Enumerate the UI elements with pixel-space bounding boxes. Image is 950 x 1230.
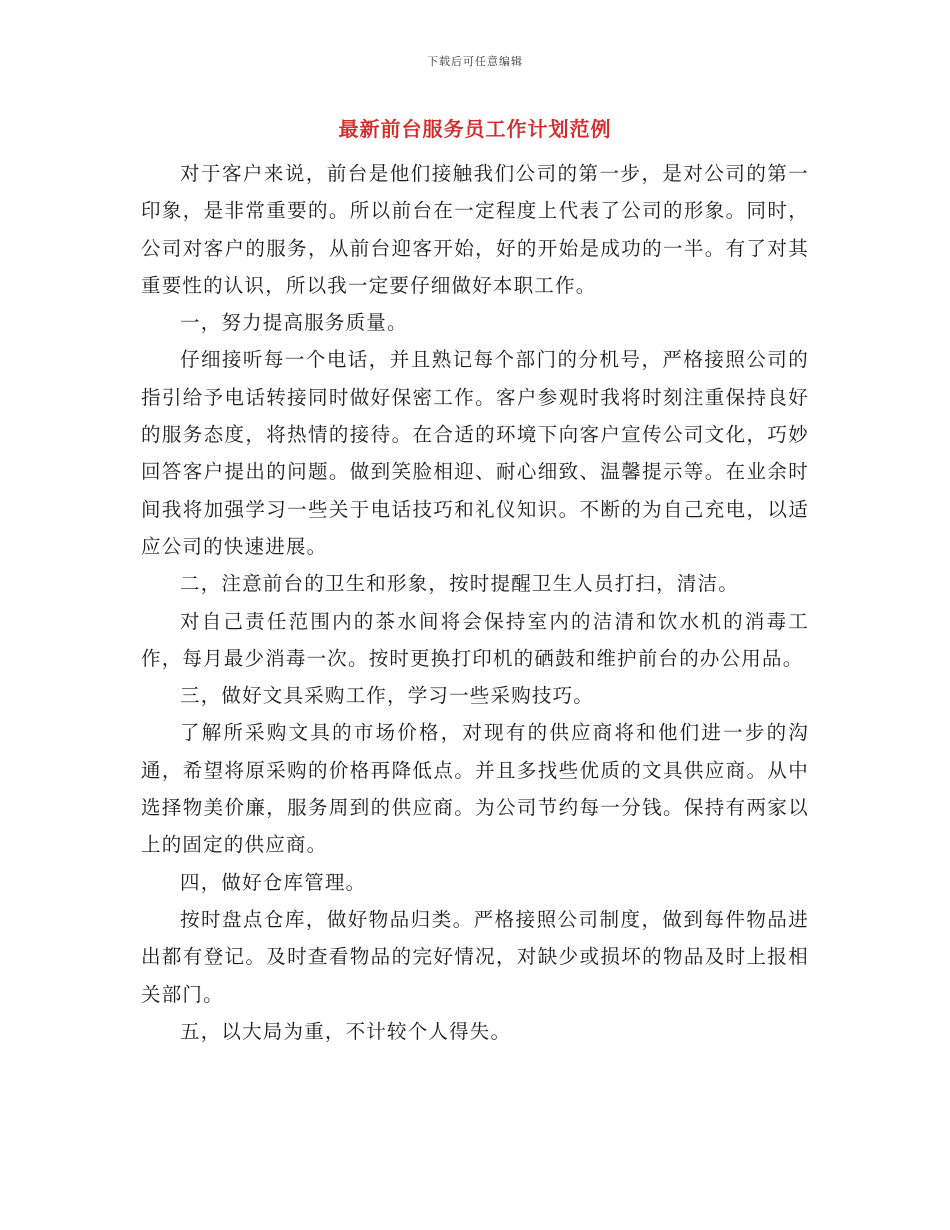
document-title: 最新前台服务员工作计划范例: [338, 117, 612, 141]
section-heading: 一，努力提高服务质量。: [180, 311, 408, 335]
section-heading: 四，做好仓库管理。: [180, 870, 367, 894]
paragraph: 按时盘点仓库，做好物品归类。严格接照公司制度，做到每件物品进出都有登记。及时查看物品的完好情况，对缺少或损坏的物品及时上报相关部门。: [141, 907, 809, 1006]
document-body: [141, 155, 809, 1050]
paragraph: 对自己责任范围内的茶水间将会保持室内的洁清和饮水机的消毒工作，每月最少消毒一次。按时更换打印机的硒鼓和维护前台的办公用品。: [141, 609, 809, 670]
section-heading: 三，做好文具采购工作，学习一些采购技巧。: [180, 684, 595, 708]
paragraph: 了解所采购文具的市场价格，对现有的供应商将和他们进一步的沟通，希望将原采购的价格再降低点。并且多找些优质的文具供应商。从中选择物美价廉，服务周到的供应商。为公司节约每一分钱。保持有两家以上的固定的供应商。: [141, 721, 809, 857]
paragraph: 仔细接听每一个电话，并且熟记每个部门的分机号，严格接照公司的指引给予电话转接同时做好保密工作。客户参观时我将时刻注重保持良好的服务态度，将热情的接待。在合适的环境下向客户宣传公司文化，巧妙回答客户提出的问题。做到笑脸相迎、耐心细致、温馨提示等。在业余时间我将加强学习一些关于电话技巧和礼仪知识。不断的为自己充电，以适应公司的快速进展。: [141, 348, 809, 558]
header-note: 下载后可任意编辑: [427, 55, 523, 68]
paragraph: 对于客户来说，前台是他们接触我们公司的第一步，是对公司的第一印象，是非常重要的。所以前台在一定程度上代表了公司的形象。同时，公司对客户的服务，从前台迎客开始，好的开始是成功的一半。有了对其重要性的认识，所以我一定要仔细做好本职工作。: [141, 162, 809, 297]
section-heading: 五，以大局为重，不计较个人得失。: [180, 1019, 512, 1043]
section-heading: 二，注意前台的卫生和形象，按时提醒卫生人员打扫，清洁。: [180, 572, 739, 596]
